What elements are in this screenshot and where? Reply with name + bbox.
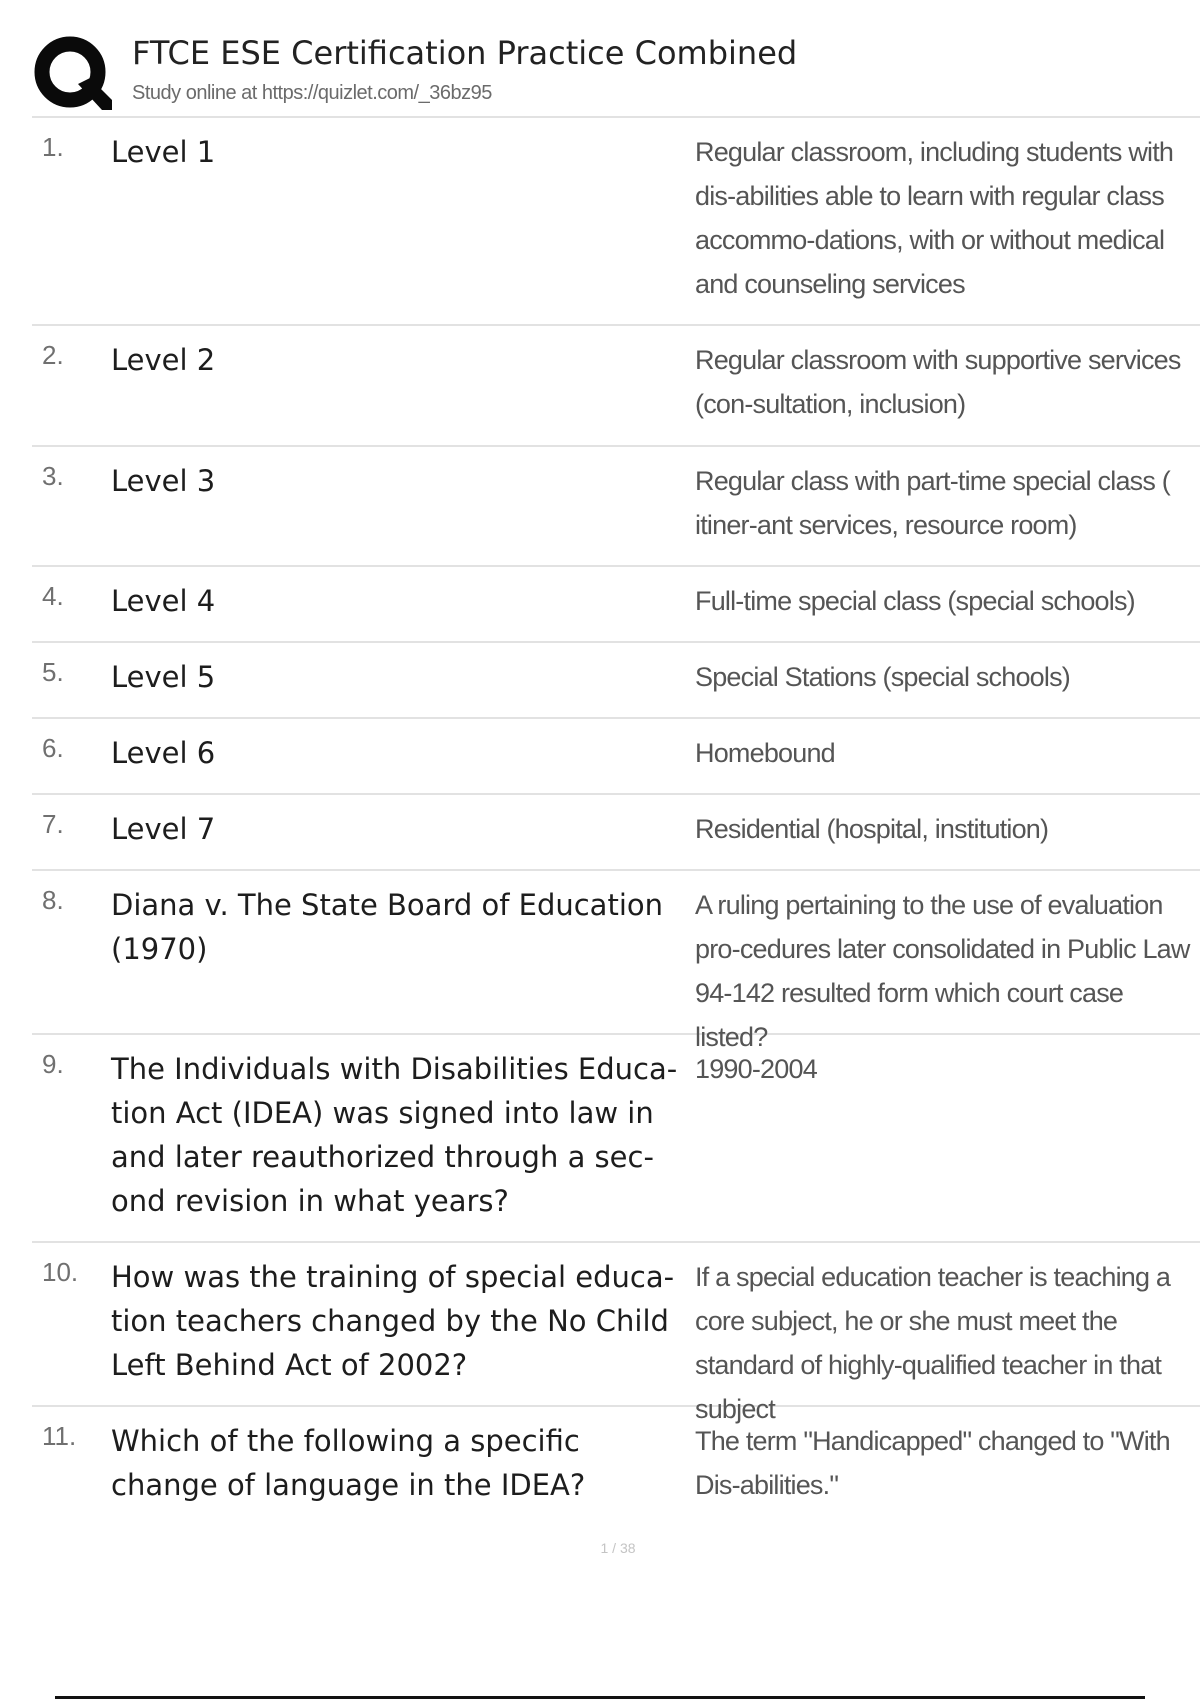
study-online-link[interactable]: Study online at https://quizlet.com/_36bz95 xyxy=(132,82,492,104)
card-definition: A ruling pertaining to the use of evaluation pro-cedures later consolidated in Public Law 94-142 resulted form which court case listed? xyxy=(695,890,1190,1052)
card-term: Level 2 xyxy=(111,343,216,377)
card-number: 7. xyxy=(42,809,64,839)
card-term: Level 3 xyxy=(111,464,216,498)
flashcard-row xyxy=(32,1243,1200,1424)
card-definition: Homebound xyxy=(695,738,835,768)
card-definition: Regular classroom with supportive services (con-sultation, inclusion) xyxy=(695,345,1181,419)
card-number: 10. xyxy=(42,1257,79,1287)
bottom-rule xyxy=(55,1696,1145,1699)
card-term: Level 6 xyxy=(111,736,216,770)
flashcard-row xyxy=(32,719,1200,795)
card-definition: If a special education teacher is teaching a core subject, he or she must meet the standard of highly-qualified teacher in that subject xyxy=(695,1262,1171,1424)
page-number: 1 / 38 xyxy=(600,1540,636,1556)
set-title: FTCE ESE Certification Practice Combined xyxy=(132,34,798,72)
flashcard-row xyxy=(32,326,1200,447)
card-definition: Special Stations (special schools) xyxy=(695,662,1070,692)
flashcard-row xyxy=(32,795,1200,871)
card-term: How was the training of special educa-tion teachers changed by the No Child Left Behind Act of 2002? xyxy=(111,1260,675,1382)
card-definition: Residential (hospital, institution) xyxy=(695,814,1049,844)
card-term: Level 7 xyxy=(111,812,216,846)
card-number: 1. xyxy=(42,132,64,162)
card-definition: 1990-2004 xyxy=(695,1054,817,1084)
card-number: 9. xyxy=(42,1049,64,1079)
card-number: 8. xyxy=(42,885,64,915)
flashcard-row xyxy=(32,871,1200,1052)
card-number: 4. xyxy=(42,581,64,611)
quizlet-logo-icon xyxy=(32,34,112,114)
flashcard-row xyxy=(32,1407,1200,1537)
flashcard-row xyxy=(32,1035,1200,1243)
card-term: Level 1 xyxy=(111,135,216,169)
card-term: Level 5 xyxy=(111,660,216,694)
card-number: 2. xyxy=(42,340,64,370)
card-definition: The term "Handicapped" changed to "With Dis-abilities." xyxy=(695,1426,1170,1500)
card-number: 6. xyxy=(42,733,64,763)
page-header xyxy=(32,30,1200,114)
card-number: 11. xyxy=(42,1421,77,1451)
card-number: 3. xyxy=(42,461,64,491)
card-definition: Regular classroom, including students with dis-abilities able to learn with regular class accommo-dations, with or without medical and counseling services xyxy=(695,137,1174,299)
card-number: 5. xyxy=(42,657,64,687)
card-term: Level 4 xyxy=(111,584,216,618)
card-term: Diana v. The State Board of Education (1970) xyxy=(111,888,664,966)
flashcard-row xyxy=(32,118,1200,326)
flashcard-list xyxy=(32,118,1200,1537)
card-term: The Individuals with Disabilities Educa-tion Act (IDEA) was signed into law in and later reauthorized through a sec-ond revision in what years? xyxy=(111,1052,678,1218)
card-term: Which of the following a specific change of language in the IDEA? xyxy=(111,1424,586,1502)
flashcard-row xyxy=(32,643,1200,719)
flashcard-row xyxy=(32,447,1200,567)
card-definition: Full-time special class (special schools) xyxy=(695,586,1135,616)
flashcard-row xyxy=(32,567,1200,643)
card-definition: Regular class with part-time special class ( itiner-ant services, resource room) xyxy=(695,466,1170,540)
